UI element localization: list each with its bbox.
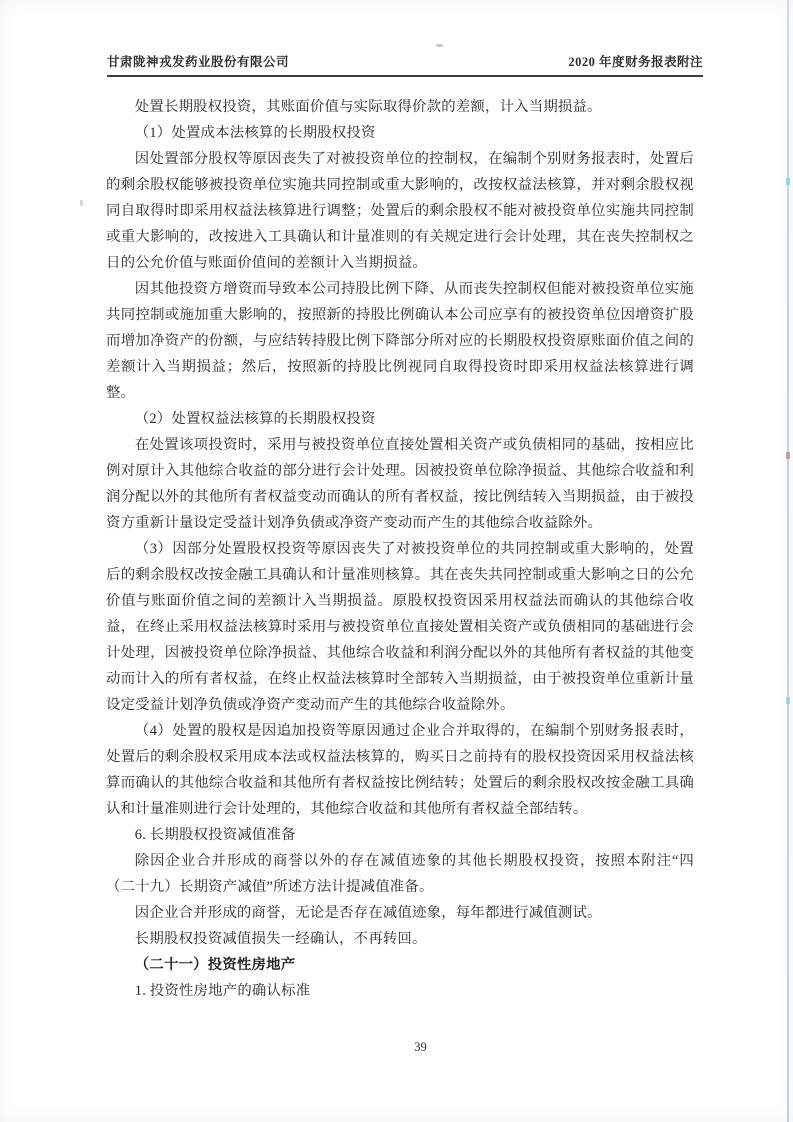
paragraph-impairment-method: 除因企业合并形成的商誉以外的存在减值迹象的其他长期股权投资，按照本附注“四（二十九）长期资产减值”所述方法计提减值准备。: [106, 853, 694, 895]
scan-edge-artifact: [787, 0, 789, 1122]
document-body: [106, 94, 694, 1004]
scan-tick-artifact: [786, 452, 790, 459]
scan-tick-artifact: [786, 697, 790, 704]
paragraph-capital-increase: 因其他投资方增资而导致本公司持股比例下降、从而丧失控制权但能对被投资单位实施共同控制或施加重大影响的，按照新的持股比例确认本公司应享有的被投资单位因增资扩股而增加净资产的份额，与应结转持股比例下降部分所对应的长期股权投资原账面价值之间的差额计入当期损益；然后，按照新的持股比例视同自取得投资时即采用权益法核算进行调整。: [106, 281, 694, 401]
scan-speck-artifact: [80, 200, 83, 206]
subheading-cost-method-disposal: （1）处置成本法核算的长期股权投资: [134, 125, 376, 141]
paragraph-business-combination: （4）处置的股权是因追加投资等原因通过企业合并取得的，在编制个别财务报表时，处置后的剩余股权采用成本法或权益法核算的，购买日之前持有的股权投资因采用权益法核算而确认的其他综合收益和其他所有者权益按比例结转；处置后的剩余股权改按金融工具确认和计量准则进行会计处理的，其他综合收益和其他所有者权益全部结转。: [106, 723, 694, 817]
paragraph-partial-disposal: （3）因部分处置股权投资等原因丧失了对被投资单位的共同控制或重大影响的，处置后的剩余股权改按金融工具确认和计量准则核算。其在丧失共同控制或重大影响之日的公允价值与账面价值之间的差额计入当期损益。原股权投资因采用权益法而确认的其他综合收益，在终止采用权益法核算时采用与被投资单位直接处置相关资产或负债相同的基础进行会计处理，因被投资单位除净损益、其他综合收益和利润分配以外的其他所有者权益的其他变动而计入的所有者权益，在终止权益法核算时全部转入当期损益，由于被投资单位重新计量设定受益计划净负债或净资产变动而产生的其他综合收益除外。: [106, 541, 694, 713]
paragraph-goodwill-test: 因企业合并形成的商誉，无论是否存在减值迹象，每年都进行减值测试。: [134, 905, 602, 921]
paragraph-loss-of-control: 因处置部分股权等原因丧失了对被投资单位的控制权，在编制个别财务报表时，处置后的剩余股权能够被投资单位实施共同控制或重大影响的，改按权益法核算，并对剩余股权视同自取得时即采用权益法核算进行调整；处置后的剩余股权不能对被投资单位实施共同控制或重大影响的，改按进入工具确认和计量准则的有关规定进行会计处理，其在丧失控制权之日的公允价值与账面价值间的差额计入当期损益。: [106, 151, 694, 271]
scan-speck-artifact: [436, 44, 443, 47]
header-report-title: 2020 年度财务报表附注: [568, 55, 703, 69]
section-heading-investment-property: （二十一）投资性房地产: [134, 957, 296, 973]
header-company-name: 甘肃陇神戎发药业股份有限公司: [107, 55, 290, 69]
subheading-impairment-provision: 6. 长期股权投资减值准备: [134, 827, 296, 843]
paragraph-equity-method-treatment: 在处置该项投资时，采用与被投资单位直接处置相关资产或负债相同的基础，按相应比例对原计入其他综合收益的部分进行会计处理。因被投资单位除净损益、其他综合收益和利润分配以外的其他所有者权益变动而确认的所有者权益，按比例结转入当期损益，由于被投资方重新计量设定受益计划净负债或净资产变动而产生的其他综合收益除外。: [106, 437, 694, 531]
subheading-equity-method-disposal: （2）处置权益法核算的长期股权投资: [134, 411, 376, 427]
paragraph-disposal-intro: 处置长期股权投资，其账面价值与实际取得价款的差额，计入当期损益。: [134, 99, 602, 115]
scan-tick-artifact: [786, 178, 790, 185]
subheading-recognition-criteria: 1. 投资性房地产的确认标准: [134, 983, 311, 999]
page-number: 39: [414, 1040, 427, 1054]
page-header: [107, 52, 703, 77]
paragraph-impairment-no-reversal: 长期股权投资减值损失一经确认，不再转回。: [134, 931, 427, 947]
